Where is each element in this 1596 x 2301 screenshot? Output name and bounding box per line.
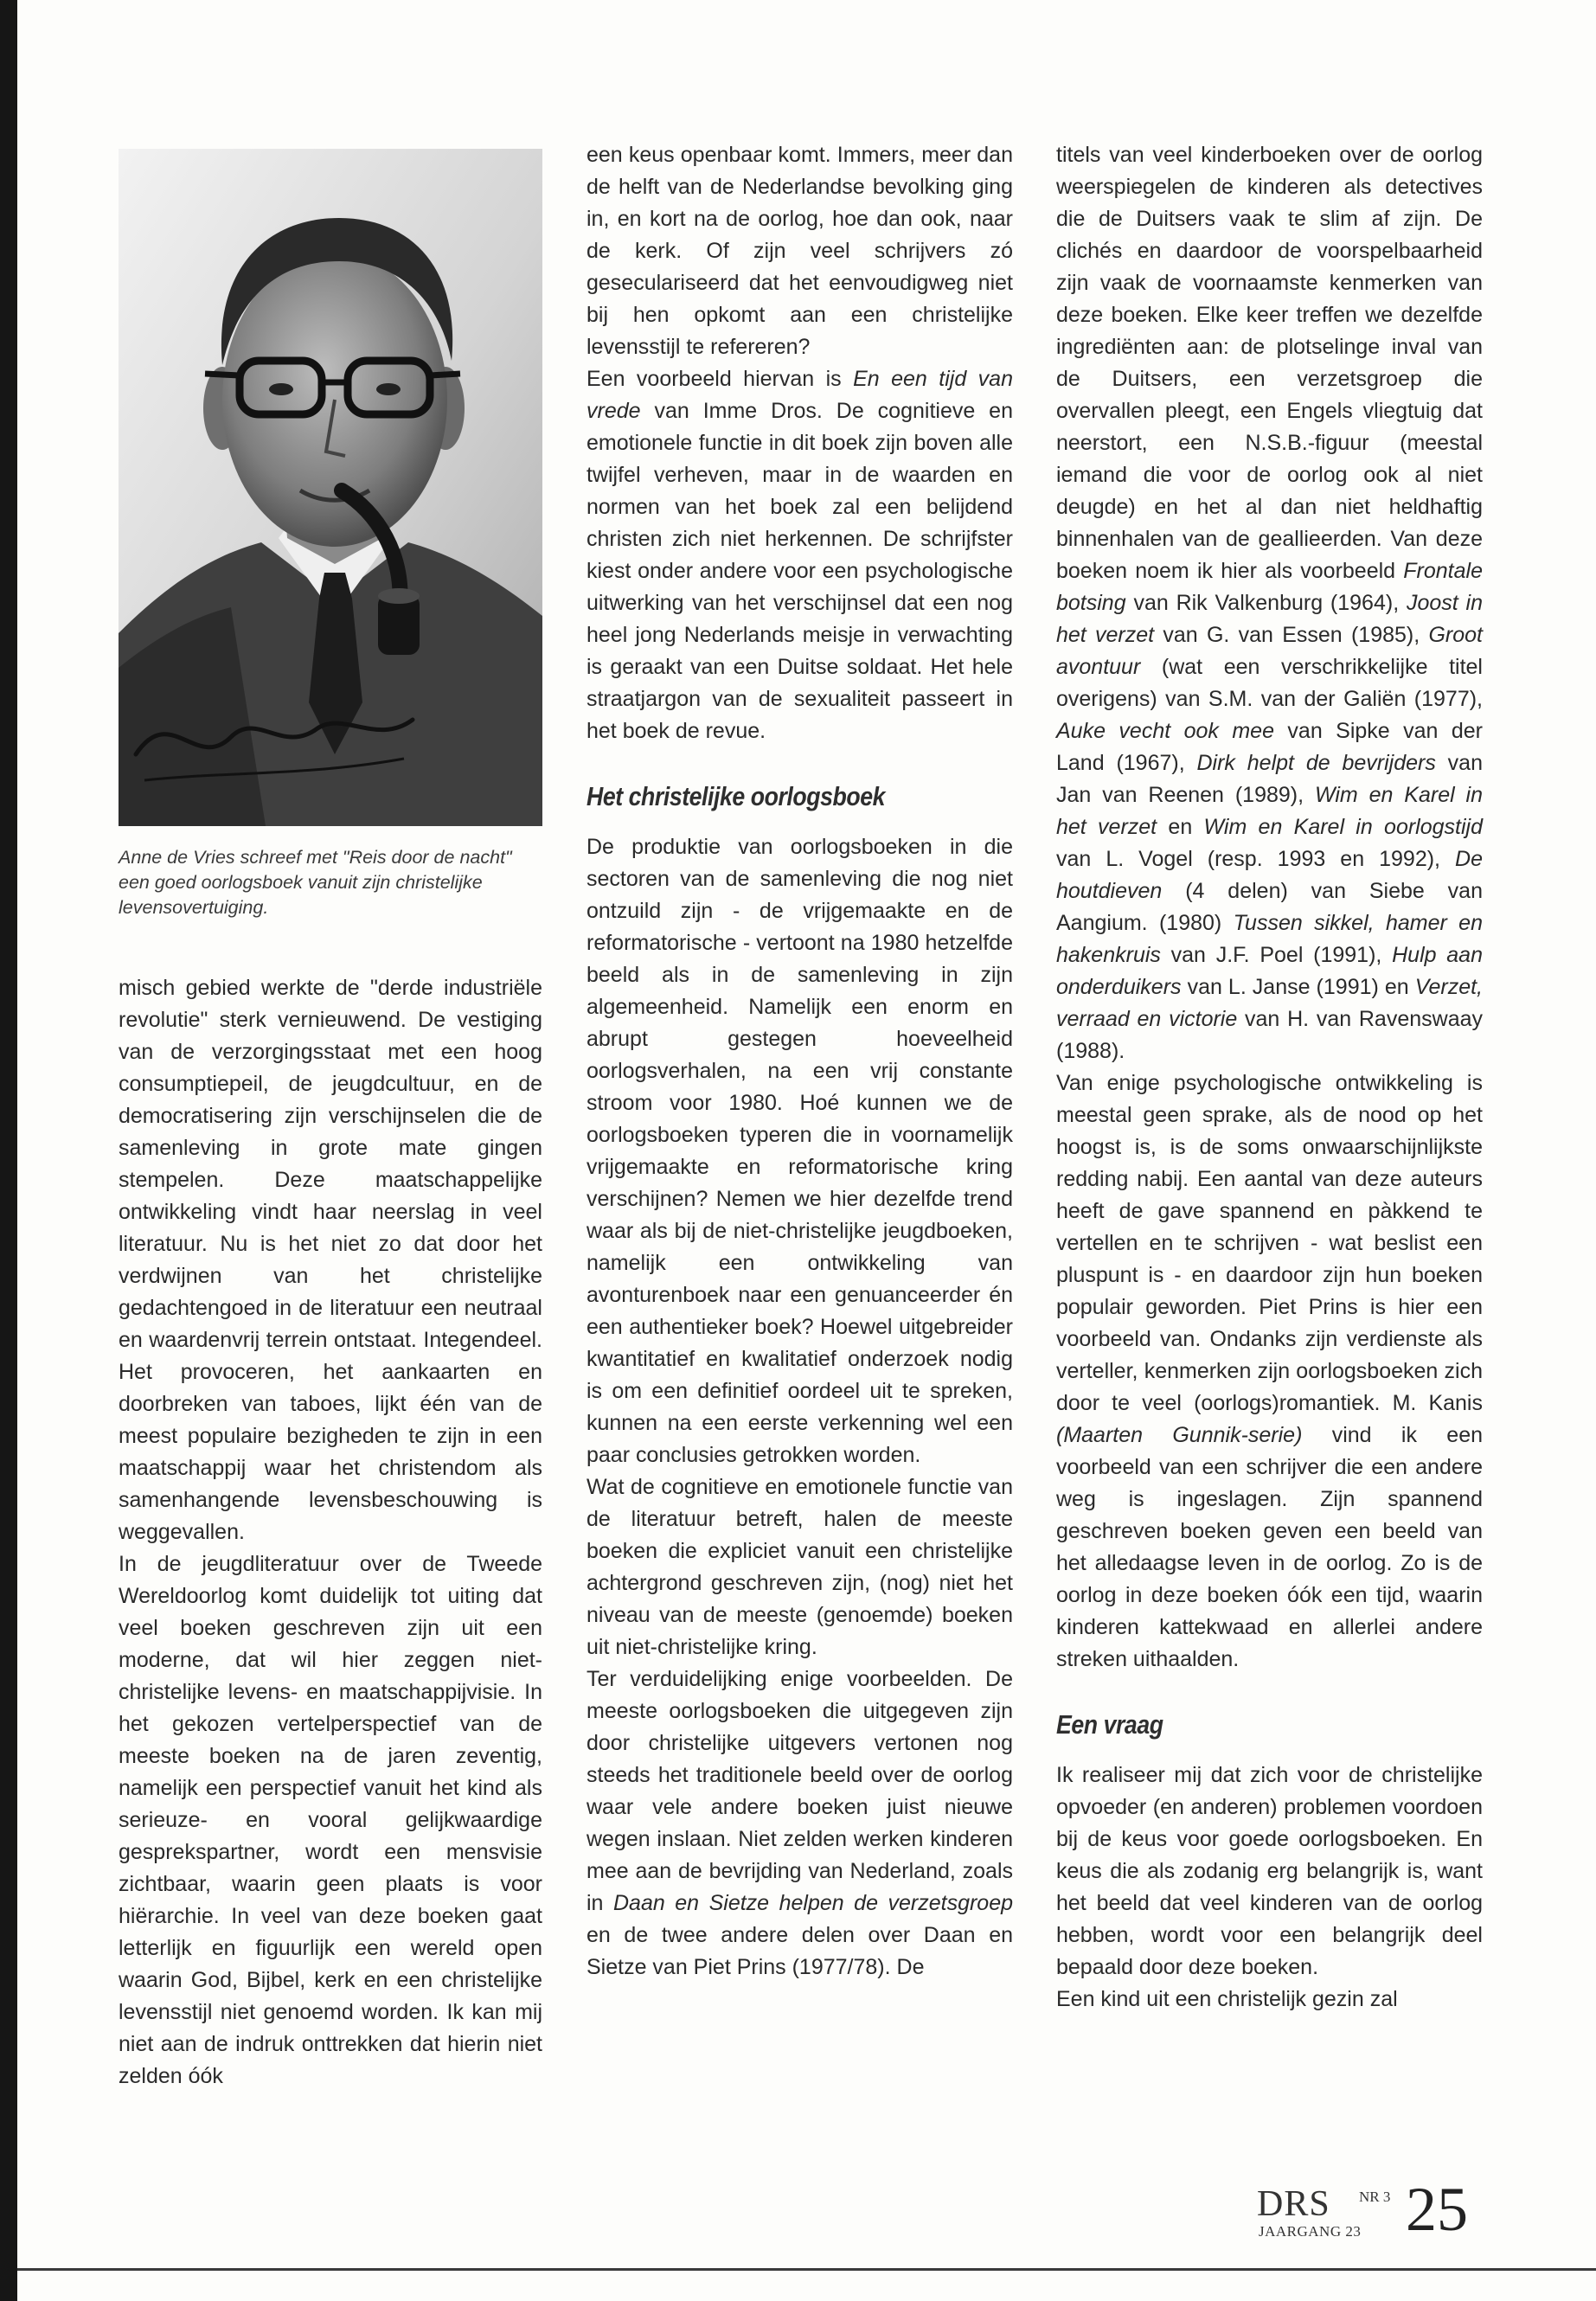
book-title: Daan en Sietze helpen de verzetsgroep bbox=[612, 1891, 1014, 1915]
column-3 bbox=[1056, 139, 1483, 2016]
author-photo bbox=[119, 149, 542, 826]
page-number: 25 bbox=[1406, 2175, 1468, 2244]
scan-bottom-rule bbox=[17, 2268, 1596, 2271]
col2-paragraph-3: De produktie van oorlogsboeken in die sectoren van de samenleving die nog niet ontzuild zijn - de vrijgemaakte en de reformatorische - vertoont na 1980 hetzelfde beeld als in de samenleving in zijn algemeenheid. Namelijk een enorm en abrupt gestegen hoeveelheid oorlogsverhalen, na een vrij constante stroom voor 1980. Hoé kunnen we de oorlogsboeken typeren die in voornamelijk vrijgemaakte en reformatorische kring verschijnen? Nemen we hier dezelfde trend waar als bij de niet-christelijke jeugdboeken, namelijk een ontwikkeling van avonturenboek naar een genuanceerder én een authentieker boek? Hoewel uitgebreider kwantitatief en kwalitatief onderzoek nodig is om een definitief oordeel uit te spreken, kunnen na een eerste verkenning wel een paar conclusies getrokken worden. bbox=[586, 835, 1013, 1467]
section-heading-een-vraag: Een vraag bbox=[1056, 1709, 1163, 1740]
page-footer bbox=[1257, 2175, 1482, 2247]
section-heading-christelijke-oorlogsboek: Het christelijke oorlogsboek bbox=[586, 781, 886, 811]
col2-paragraph-1: een keus openbaar komt. Immers, meer dan de helft van de Nederlandse bevolking ging in, en kort na de oorlog, hoe dan ook, naar de kerk. Of zijn veel schrijvers zó geseculariseerd dat het eenvoudigweg niet bij hen opkomt aan een christelijke levensstijl te refereren? bbox=[586, 143, 1013, 359]
portrait-illustration bbox=[119, 149, 542, 826]
column-2 bbox=[586, 139, 1013, 1984]
col1-paragraph-1: misch gebied werkte de "derde industriële revolutie" sterk vernieuwend. De vestiging van de verzorgingsstaat met een hoog consumptiepeil, de jeugdcultuur, en de democratisering zijn verschijnselen die de samenleving in grote mate gingen stempelen. Deze maatschappelijke ontwikkeling vindt haar neerslag in veel literatuur. Nu is het niet zo dat door het verdwijnen van het christelijke gedachtengoed in de literatuur een neutraal en waardenvrij terrein ontstaat. Integendeel. Het provoceren, het aankaarten en doorbreken van taboes, lijkt één van de meest populaire bezigheden te zijn in een maatschappij waar het christendom als samenhangende levensbeschouwing is weggevallen. bbox=[119, 976, 542, 1544]
col3-paragraph-2: Van enige psychologische ontwikkeling is meestal geen sprake, als de nood op het hoogst is, is de soms onwaarschijnlijkste redding nabij. Een aantal van deze auteurs heeft de gave spannend en pàkkend te vertellen en te schrijven - wat beslist een pluspunt is - en daardoor zijn hun boeken populair geworden. Piet Prins is hier een voorbeeld van. Ondanks zijn verdienste als verteller, kenmerken zijn oorlogsboeken zich door te veel (oorlogs)romantiek. M. Kanis (Maarten Gunnik-serie) vind ik een voorbeeld van een schrijver die een andere weg is ingeslagen. Zijn spannend geschreven boeken geven een beeld van het alledaagse leven in de oorlog. Zo is de oorlog in deze boeken óók een tijd, waarin kinderen kattekwaad en allerlei andere streken uithaalden. bbox=[1056, 1071, 1483, 1671]
col3-paragraph-3: Ik realiseer mij dat zich voor de christelijke opvoeder (en anderen) problemen voordoen bij de keus voor goede oorlogsboeken. En keus die als zodanig erg belangrijk is, want het beeld dat veel kinderen van de oorlog hebben, wordt voor een belangrijk deel bepaald door deze boeken. bbox=[1056, 1763, 1483, 1979]
col2-paragraph-4: Wat de cognitieve en emotionele functie van de literatuur betreft, halen de meeste boeken die expliciet vanuit een christelijke achtergrond geschreven zijn, (nog) niet het niveau van de meeste (genoemde) boeken uit niet-christelijke kring. bbox=[586, 1475, 1013, 1659]
magazine-name: DRS bbox=[1257, 2184, 1330, 2224]
col2-paragraph-2: Een voorbeeld hiervan is En een tijd van vrede van Imme Dros. De cognitieve en emotionele functie in dit boek zijn boven alle twijfel verheven, maar in de waarden en normen van het boek zal een belijdend christen zich niet herkennen. De schrijfster kiest onder andere voor een psychologische uitwerking van het verschijnsel dat een nog heel jong Nederlands meisje in verwachting is geraakt van een Duitse soldaat. Het hele straatjargon van de sexualiteit passeert in het boek de revue. bbox=[586, 367, 1013, 743]
col2-paragraph-5: Ter verduidelijking enige voorbeelden. De meeste oorlogsboeken die uitgegeven zijn door christelijke uitgevers vertonen nog steeds het traditionele beeld over de oorlog waar vele andere boeken juist nieuwe wegen inslaan. Niet zelden werken kinderen mee aan de bevrijding van Nederland, zoals in Daan en Sietze helpen de verzetsgroep en de twee andere delen over Daan en Sietze van Piet Prins (1977/78). De bbox=[586, 1667, 1014, 1979]
column-1 bbox=[119, 972, 542, 2093]
book-title: En een tijd van vrede bbox=[586, 367, 1013, 423]
issue-number: NR 3 bbox=[1359, 2189, 1391, 2205]
col3-paragraph-4: Een kind uit een christelijk gezin zal bbox=[1056, 1987, 1398, 2011]
scan-left-edge bbox=[0, 0, 17, 2301]
col1-paragraph-2: In de jeugdliteratuur over de Tweede Wereldoorlog komt duidelijk tot uiting dat veel boeken geschreven zijn uit een moderne, dat wil hier zeggen niet-christelijke levens- en maatschappijvisie. In het gekozen vertelperspectief van de meeste boeken na de jaren zeventig, namelijk een perspectief vanuit het kind als serieuze- en vooral gelijkwaardige gesprekspartner, wordt een mensvisie zichtbaar, waarin geen plaats is voor hiërarchie. In veel van deze boeken gaat letterlijk en figuurlijk een wereld open waarin God, Bijbel, kerk en een christelijke levensstijl niet genoemd worden. Ik kan mij niet aan de indruk onttrekken dat hierin niet zelden óók bbox=[119, 1552, 542, 2088]
photo-caption: Anne de Vries schreef met "Reis door de nacht" een goed oorlogsboek vanuit zijn christelijke levensovertuiging. bbox=[119, 847, 512, 918]
col3-paragraph-1: titels van veel kinderboeken over de oorlog weerspiegelen de kinderen als detectives die de Duitsers vaak te slim af zijn. De clichés en daardoor de voorspelbaarheid zijn vaak de voornaamste kenmerken van deze boeken. Elke keer treffen we dezelfde ingrediënten aan: de plotselinge inval van de Duitsers, een verzetsgroep die overvallen pleegt, een Engels vliegtuig dat neerstort, een N.S.B.-figuur (meestal iemand die voor de oorlog ook al niet deugde) en het al dan niet heldhaftig binnenhalen van de geallieerden. Van deze boeken noem ik hier als voorbeeld Frontale botsing van Rik Valkenburg (1964), Joost in het verzet van G. van Essen (1985), Groot avontuur (wat een verschrikkelijke titel overigens) van S.M. van der Galiën (1977), Auke vecht ook mee van Sipke van der Land (1967), Dirk helpt de bevrijders van Jan van Reenen (1989), Wim en Karel in het verzet en Wim en Karel in oorlogstijd van L. Vogel (resp. 1993 en 1992), De houtdieven (4 delen) van Siebe van Aangium. (1980) Tussen sikkel, hamer en hakenkruis van J.F. Poel (1991), Hulp aan onderduikers van L. Janse (1991) en Verzet, verraad en victorie van H. van Ravenswaay (1988). bbox=[1056, 143, 1484, 1063]
volume-label: JAARGANG 23 bbox=[1259, 2223, 1362, 2240]
